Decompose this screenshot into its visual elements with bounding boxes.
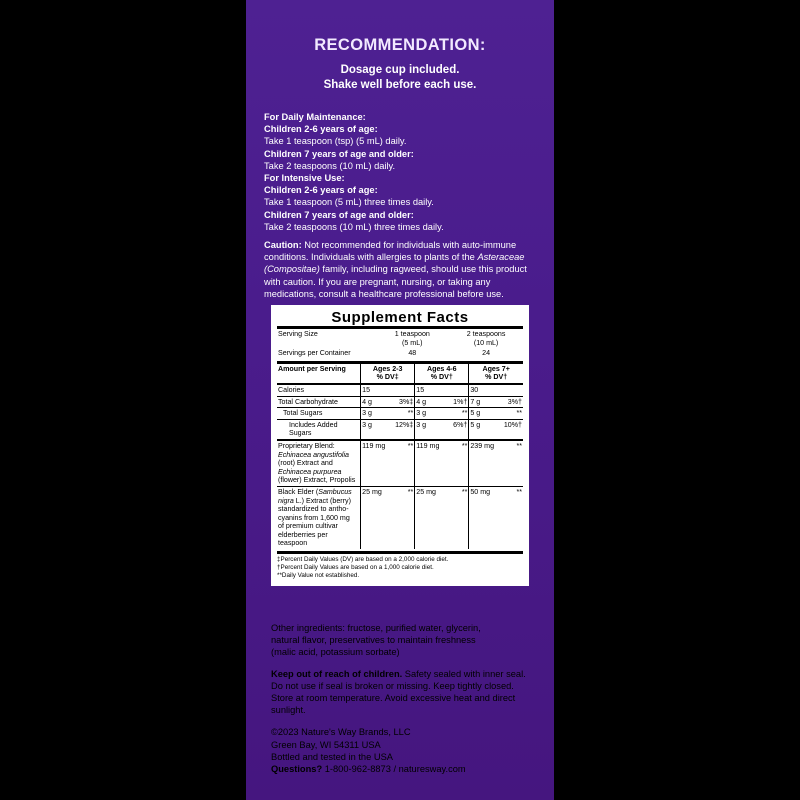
row-total-carbohydrate-c1-amt: 4 g (362, 397, 373, 406)
blend-line-4: (flower) Extract, Propolis (278, 476, 356, 485)
servings-col2: 24 (482, 349, 491, 358)
elder-extract-text: L.) Extract (berry) (293, 496, 351, 505)
row-proprietary-blend-c2 (415, 440, 469, 486)
blend-line-3: Echinacea purpurea (278, 467, 342, 476)
usage-heading-intensive-7plus: Children 7 years of age and older: (264, 209, 414, 220)
footnote-3: **Daily Value not established. (277, 572, 360, 580)
other-ingredients-line-3: (malic acid, potassium sorbate) (271, 647, 400, 658)
blend-line-2: (root) Extract and (278, 459, 333, 468)
col-header-ages-7plus (469, 364, 523, 384)
elder-c1-amt: 25 mg (362, 487, 382, 496)
recommendation-subtitle (264, 63, 536, 93)
col-header-ages-4-6-line2: % DV† (430, 373, 453, 382)
col-header-ages-2-3-line1: Ages 2-3 (372, 364, 403, 373)
col-header-ages-4-6-line1: Ages 4-6 (427, 364, 457, 373)
elder-line-6: elderberries per (278, 530, 328, 539)
row-added-sugars-c2-amt: 3 g (416, 420, 427, 429)
row-total-carbohydrate (277, 396, 523, 408)
row-black-elder-c3 (469, 486, 523, 549)
row-total-sugars-name: Total Sugars (283, 409, 323, 418)
copyright-block (271, 726, 533, 775)
row-added-sugars-c3-dv: 10%† (503, 420, 522, 429)
row-total-carbohydrate-c3-dv: 3%† (507, 397, 522, 406)
serving-size-col1-line2: (5 mL) (402, 338, 423, 347)
blend-c2-amt: 119 mg (416, 441, 440, 450)
row-total-sugars-c1 (361, 408, 415, 420)
elder-line-2 (278, 497, 359, 506)
usage-directions (264, 111, 536, 233)
warning-paragraph (271, 668, 533, 717)
row-total-carbohydrate-c2-dv: 1%† (453, 397, 468, 406)
questions-contact: 1-800-962-8873 / naturesway.com (322, 764, 466, 775)
row-proprietary-blend-c1 (361, 440, 415, 486)
row-total-sugars (277, 408, 523, 420)
serving-size-col2 (449, 329, 523, 348)
col-header-ages-7plus-line2: % DV† (485, 373, 508, 382)
usage-line-daily-2to6: Take 1 teaspoon (tsp) (5 mL) daily. (264, 136, 407, 147)
col-header-ages-7plus-line1: Ages 7+ (482, 364, 510, 373)
elder-line-5: of premium cultivar (278, 522, 338, 531)
column-headers-row (277, 364, 523, 384)
caution-paragraph (264, 239, 536, 300)
amount-per-serving-label: Amount per Serving (278, 364, 346, 373)
serving-info-table (277, 329, 523, 359)
row-black-elder-c2 (415, 486, 469, 549)
row-total-carbohydrate-c2-amt: 4 g (416, 397, 427, 406)
row-total-sugars-c3 (469, 408, 523, 420)
serving-size-col1-line1: 1 teaspoon (394, 330, 430, 338)
divider-footnotes (277, 551, 523, 554)
footnotes (277, 556, 523, 581)
serving-size-label: Serving Size (278, 330, 318, 338)
elder-c3-dv: ** (516, 487, 522, 496)
row-calories-c3 (469, 384, 523, 396)
usage-heading-daily-2to6: Children 2-6 years of age: (264, 124, 378, 135)
blend-c2-dv: ** (461, 441, 468, 450)
supplement-facts-panel (271, 305, 529, 586)
warning-lead: Keep out of reach of children. (271, 668, 403, 679)
questions-label: Questions? (271, 764, 323, 775)
row-total-carbohydrate-c3 (469, 396, 523, 408)
footnote-1: ‡Percent Daily Values (DV) are based on a 2,000 calorie diet. (277, 556, 449, 564)
warning-rest: Safety sealed with inner seal. Do not use if seal is broken or missing. Keep tightly closed. Store at room temperature. Avoid excessive heat and direct sunlight. (271, 668, 526, 716)
nutrition-table (277, 364, 523, 549)
row-total-sugars-c2-amt: 3 g (416, 409, 427, 418)
usage-line-daily-7plus: Take 2 teaspoons (10 mL) daily. (264, 160, 396, 171)
caution-label: Caution: (264, 240, 302, 251)
row-proprietary-blend-c3 (469, 440, 523, 486)
row-proprietary-blend-name (277, 440, 361, 486)
row-added-sugars-c3 (469, 419, 523, 440)
row-total-sugars-c3-amt: 5 g (470, 409, 481, 418)
row-total-carbohydrate-c1 (361, 396, 415, 408)
elder-line-4: cyanins from 1,600 mg (278, 513, 350, 522)
row-added-sugars-c3-amt: 5 g (470, 420, 481, 429)
row-total-sugars-c2-dv: ** (461, 409, 468, 418)
footnote-2: †Percent Daily Values are based on a 1,000 calorie diet. (277, 564, 434, 572)
elder-genus: Sambucus (318, 487, 352, 496)
copyright-line-1: ©2023 Nature's Way Brands, LLC (271, 727, 411, 738)
row-total-sugars-c1-dv: ** (407, 409, 414, 418)
elder-line-3: standardized to antho- (278, 505, 349, 514)
row-added-sugars-c1 (361, 419, 415, 440)
row-calories-c2-amt: 15 (416, 385, 425, 394)
row-total-carbohydrate-c2 (415, 396, 469, 408)
recommendation-sub-line-2: Shake well before each use. (323, 79, 477, 91)
row-black-elder (277, 486, 523, 549)
row-added-sugars-c2-dv: 6%† (453, 420, 468, 429)
usage-line-intensive-7plus: Take 2 teaspoons (10 mL) three times daily. (264, 221, 444, 232)
row-black-elder-name (277, 486, 361, 549)
questions-line (271, 763, 533, 775)
elder-species: nigra (278, 496, 294, 505)
servings-col1: 48 (408, 349, 417, 358)
elder-line-7: teaspoon (278, 539, 308, 548)
usage-heading-intensive-2to6: Children 2-6 years of age: (264, 185, 378, 196)
blend-c3-dv: ** (516, 441, 522, 450)
row-total-carbohydrate-c1-dv: 3%‡ (399, 397, 414, 406)
elder-text-prefix: Black Elder ( (278, 487, 319, 496)
row-black-elder-c1 (361, 486, 415, 549)
row-calories (277, 384, 523, 396)
row-total-sugars-c3-dv: ** (516, 409, 522, 418)
elder-c2-dv: ** (461, 487, 468, 496)
elder-c3-amt: 50 mg (470, 487, 491, 496)
other-ingredients (271, 622, 533, 659)
copyright-line-2: Green Bay, WI 54311 USA (271, 739, 381, 750)
row-added-sugars-c1-dv: 12%‡ (395, 420, 414, 429)
row-total-sugars-c2 (415, 408, 469, 420)
row-added-sugars-c1-amt: 3 g (362, 420, 373, 429)
blend-line-1: Echinacea angustifolia (278, 450, 349, 459)
row-calories-name: Calories (278, 385, 305, 394)
row-calories-c1-amt: 15 (362, 385, 371, 394)
row-added-sugars-c2 (415, 419, 469, 440)
bottom-text-block (271, 622, 533, 775)
elder-c1-dv: ** (407, 487, 414, 496)
other-ingredients-line-1: Other ingredients: fructose, purified water, glycerin, (271, 623, 481, 633)
col-header-ages-2-3-line2: % DV‡ (376, 373, 399, 382)
row-calories-c1 (361, 384, 415, 396)
copyright-line-3: Bottled and tested in the USA (271, 751, 393, 762)
serving-size-col1 (375, 329, 449, 348)
row-calories-c3-amt: 30 (470, 385, 479, 394)
caution-text-1: Not recommended for individuals with auto-immune conditions. Individuals with allergies to plants of the (264, 240, 517, 263)
recommendation-title: RECOMMENDATION: (314, 36, 486, 54)
row-total-carbohydrate-c3-amt: 7 g (470, 397, 481, 406)
other-ingredients-line-2: natural flavor, preservatives to maintain freshness (271, 635, 476, 646)
caution-text-2: family, including ragweed, should use this product with caution. If you are pregnant, nursing, or taking any medications, consult a healthcare professional before use. (264, 264, 527, 299)
col-header-ages-2-3 (361, 364, 415, 384)
usage-line-intensive-2to6: Take 1 teaspoon (5 mL) three times daily. (264, 197, 434, 208)
row-added-sugars-name: Includes Added Sugars (289, 420, 338, 438)
serving-size-col2-line2: (10 mL) (473, 338, 499, 347)
proprietary-blend-label: Proprietary Blend: (278, 441, 335, 450)
row-added-sugars (277, 419, 523, 440)
blend-c1-amt: 119 mg (362, 441, 386, 450)
elder-c2-amt: 25 mg (416, 487, 436, 496)
recommendation-sub-line-1: Dosage cup included. (340, 64, 460, 76)
servings-per-container-row (277, 348, 523, 359)
usage-heading-daily: For Daily Maintenance: (264, 112, 366, 122)
blend-c1-dv: ** (407, 441, 414, 450)
row-total-sugars-c1-amt: 3 g (362, 409, 373, 418)
usage-heading-daily-7plus: Children 7 years of age and older: (264, 148, 414, 159)
row-total-carbohydrate-name: Total Carbohydrate (278, 397, 338, 406)
col-header-ages-4-6 (415, 364, 469, 384)
row-proprietary-blend (277, 440, 523, 486)
supplement-facts-title: Supplement Facts (331, 309, 469, 326)
serving-size-col2-line1: 2 teaspoons (466, 330, 506, 338)
serving-size-row (277, 329, 523, 348)
servings-label: Servings per Container (278, 349, 351, 358)
elder-line-1 (278, 488, 359, 497)
caution-italic-term: Asteraceae (Compositae) (264, 252, 525, 275)
blend-c3-amt: 239 mg (470, 441, 495, 450)
usage-heading-intensive: For Intensive Use: (264, 173, 345, 184)
row-calories-c2 (415, 384, 469, 396)
